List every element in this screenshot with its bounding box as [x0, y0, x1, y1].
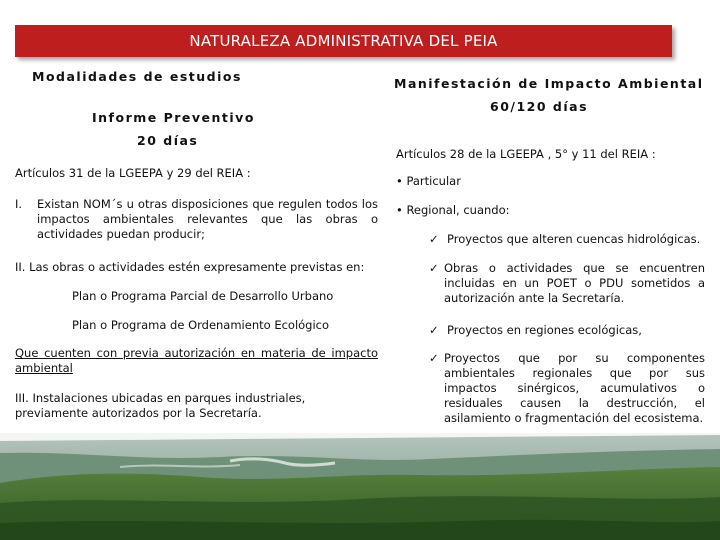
right-check-item-3: [429, 323, 709, 338]
right-check-item-4-text: Proyectos que por su componentes ambientales regionales que por sus impactos sinérgicos, acumulativos o residuales causen la destrucción, el asilamiento o fragmentación del ecosistema.: [444, 351, 705, 425]
checkmark-icon: ✓: [429, 351, 439, 365]
left-underlined-condition: Que cuenten con previa autorización en materia de impacto ambiental: [15, 346, 378, 375]
landscape-photo: [0, 433, 720, 540]
right-check-item-4: [429, 351, 705, 426]
left-item2: II. Las obras o actividades estén expresamente previstas en:: [15, 260, 365, 274]
left-column-header: Modalidades de estudios: [32, 69, 242, 84]
right-check-item-2: [429, 261, 705, 306]
title-banner: [15, 25, 672, 57]
page-title: NATURALEZA ADMINISTRATIVA DEL PEIA: [189, 32, 498, 50]
left-item1-text: Existan NOM´s u otras disposiciones que regulen todos los impactos ambientales relevantes que las obras o actividades puedan producir;: [37, 197, 378, 241]
checkmark-icon: ✓: [429, 323, 439, 337]
left-plan1: Plan o Programa Parcial de Desarrollo Urbano: [72, 289, 334, 303]
right-check-item-1: [429, 232, 709, 247]
landscape-illustration: [0, 433, 720, 540]
right-bullet-regional: • Regional, cuando:: [396, 203, 510, 217]
right-column-days: 60/120 días: [490, 99, 589, 114]
right-column-header: Manifestación de Impacto Ambiental: [394, 76, 704, 91]
right-check-item-3-text: Proyectos en regiones ecológicas,: [447, 323, 642, 337]
checkmark-icon: ✓: [429, 261, 439, 275]
right-bullet-particular: • Particular: [396, 174, 461, 188]
left-articles: Artículos 31 de la LGEEPA y 29 del REIA :: [15, 166, 251, 180]
left-item3: III. Instalaciones ubicadas en parques industriales, previamente autorizados por la Secretaría.: [15, 391, 306, 420]
right-check-item-1-text: Proyectos que alteren cuencas hidrológicas.: [447, 232, 701, 246]
right-check-item-2-text: Obras o actividades que se encuentren incluidas en un POET o PDU sometidos a autorización ante la Secretaría.: [444, 261, 705, 305]
left-plan2: Plan o Programa de Ordenamiento Ecológico: [72, 318, 330, 332]
checkmark-icon: ✓: [429, 232, 439, 246]
left-item1-number: I.: [15, 197, 23, 211]
left-column-subheader: Informe Preventivo: [92, 110, 255, 125]
left-column-days: 20 días: [137, 133, 199, 148]
right-articles: Artículos 28 de la LGEEPA , 5° y 11 del REIA :: [396, 147, 656, 161]
